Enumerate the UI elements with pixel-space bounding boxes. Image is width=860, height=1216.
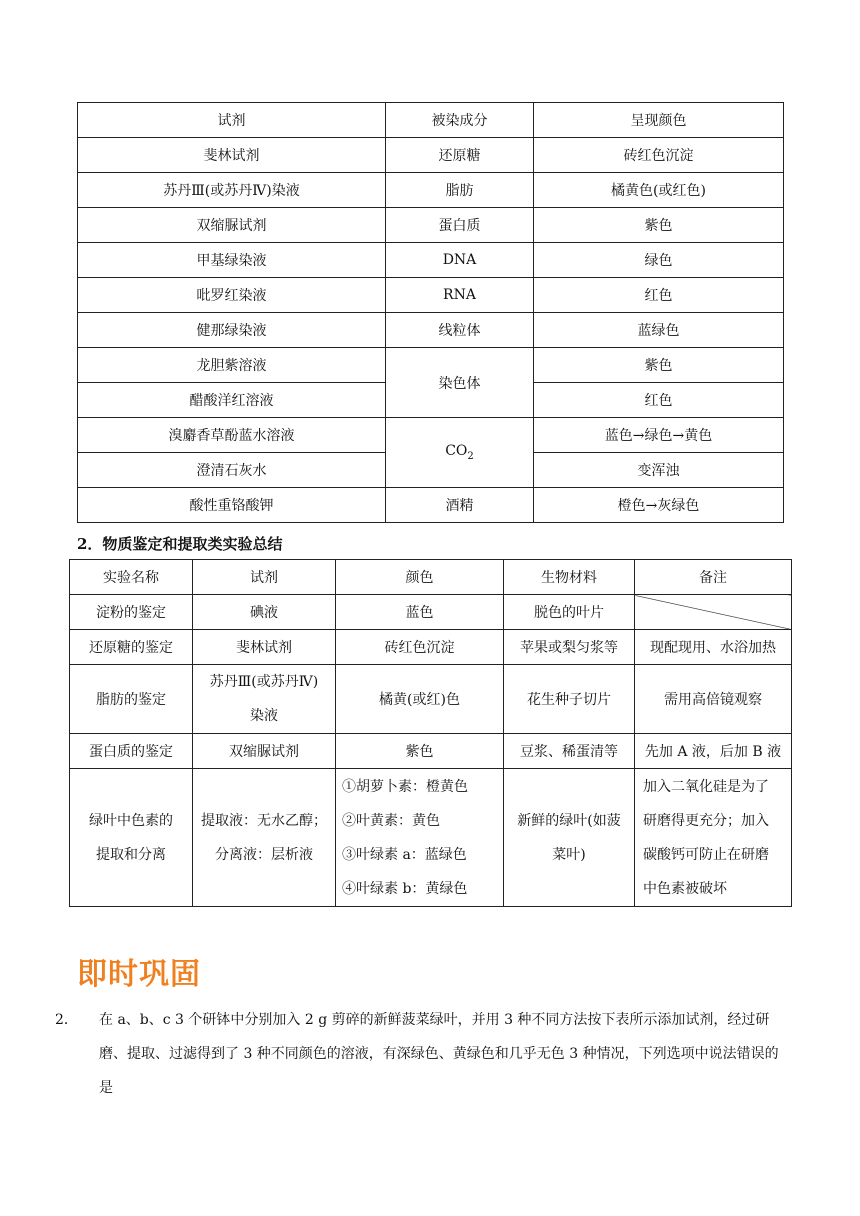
reagent-cell: 甲基绿染液 bbox=[78, 243, 386, 278]
reagent-line: 提取液：无水乙醇； bbox=[201, 812, 327, 829]
color-cell: 蓝色→绿色→黄色 bbox=[534, 418, 784, 453]
table-row bbox=[78, 243, 784, 278]
reagent-cell: 斐林试剂 bbox=[78, 138, 386, 173]
component-cell: 脂肪 bbox=[386, 173, 534, 208]
color-cell: 绿色 bbox=[534, 243, 784, 278]
component-cell bbox=[386, 418, 534, 488]
color-cell: 橘黄色(或红色) bbox=[534, 173, 784, 208]
identification-experiment-table bbox=[69, 559, 792, 907]
note-line: 碳酸钙可防止在研磨 bbox=[643, 846, 769, 863]
note-line: 研磨得更充分；加入 bbox=[643, 812, 769, 829]
header-note: 备注 bbox=[635, 560, 792, 595]
stain-reagent-table bbox=[77, 102, 784, 523]
material-line: 新鲜的绿叶(如菠 bbox=[517, 812, 621, 829]
table-header-row bbox=[78, 103, 784, 138]
name-line: 绿叶中色素的 bbox=[89, 812, 173, 829]
reagent-cell: 澄清石灰水 bbox=[78, 453, 386, 488]
color-cell: 变浑浊 bbox=[534, 453, 784, 488]
table-row bbox=[78, 138, 784, 173]
color-cell: 红色 bbox=[534, 278, 784, 313]
component-cell: 线粒体 bbox=[386, 313, 534, 348]
header-reagent: 试剂 bbox=[193, 560, 336, 595]
reagent-cell: 双缩脲试剂 bbox=[78, 208, 386, 243]
section-heading: 2．物质鉴定和提取类实验总结 bbox=[77, 535, 283, 553]
component-cell: 蛋白质 bbox=[386, 208, 534, 243]
instant-review-badge bbox=[77, 955, 212, 991]
table-row bbox=[78, 488, 784, 523]
pigment-item: ①胡萝卜素：橙黄色 bbox=[342, 778, 468, 795]
reagent-cell bbox=[193, 665, 336, 734]
reagent-cell: 醋酸洋红溶液 bbox=[78, 383, 386, 418]
component-cell: RNA bbox=[386, 278, 534, 313]
color-cell: 蓝绿色 bbox=[534, 313, 784, 348]
table-row bbox=[78, 348, 784, 383]
material-cell: 脱色的叶片 bbox=[504, 595, 635, 630]
question-text: 在 a、b、c 3 个研钵中分别加入 2 g 剪碎的新鲜菠菜绿叶，并用 3 种不同方法按下表所示添加试剂，经过研磨、提取、过滤得到了 3 种不同颜色的溶液，有深绿色、黄绿色和几乎无色 3 种情况，下列选项中说法错误的是 bbox=[99, 1012, 779, 1096]
experiment-name-cell: 淀粉的鉴定 bbox=[70, 595, 193, 630]
pigment-item: ②叶黄素：黄色 bbox=[342, 812, 440, 829]
experiment-name-cell: 还原糖的鉴定 bbox=[70, 630, 193, 665]
component-cell: DNA bbox=[386, 243, 534, 278]
note-cell: 需用高倍镜观察 bbox=[635, 665, 792, 734]
table-row bbox=[78, 278, 784, 313]
header-component: 被染成分 bbox=[386, 103, 534, 138]
header-experiment-name: 实验名称 bbox=[70, 560, 193, 595]
experiment-name-cell bbox=[70, 769, 193, 907]
reagent-cell: 酸性重铬酸钾 bbox=[78, 488, 386, 523]
reagent-cell: 吡罗红染液 bbox=[78, 278, 386, 313]
badge-text: 即时巩固 bbox=[77, 957, 201, 991]
material-cell: 豆浆、稀蛋清等 bbox=[504, 734, 635, 769]
table-row bbox=[78, 313, 784, 348]
note-cell-diagonal bbox=[635, 595, 792, 630]
color-cell: 红色 bbox=[534, 383, 784, 418]
reagent-cell: 溴麝香草酚蓝水溶液 bbox=[78, 418, 386, 453]
color-cell: 橘黄(或红)色 bbox=[336, 665, 504, 734]
note-cell: 现配现用、水浴加热 bbox=[635, 630, 792, 665]
table-row bbox=[70, 665, 792, 734]
color-cell bbox=[336, 769, 504, 907]
reagent-line: 苏丹Ⅲ(或苏丹Ⅳ) bbox=[209, 674, 319, 690]
reagent-cell: 斐林试剂 bbox=[193, 630, 336, 665]
reagent-cell: 健那绿染液 bbox=[78, 313, 386, 348]
co2-subscript: 2 bbox=[467, 450, 474, 462]
color-cell: 砖红色沉淀 bbox=[534, 138, 784, 173]
table-row bbox=[70, 734, 792, 769]
header-color: 呈现颜色 bbox=[534, 103, 784, 138]
color-cell: 紫色 bbox=[534, 348, 784, 383]
material-cell: 花生种子切片 bbox=[504, 665, 635, 734]
pigment-item: ④叶绿素 b：黄绿色 bbox=[342, 880, 468, 897]
component-cell: 染色体 bbox=[386, 348, 534, 418]
component-cell: 还原糖 bbox=[386, 138, 534, 173]
reagent-cell: 龙胆紫溶液 bbox=[78, 348, 386, 383]
reagent-cell: 双缩脲试剂 bbox=[193, 734, 336, 769]
table-row bbox=[70, 769, 792, 907]
note-cell bbox=[635, 769, 792, 907]
reagent-cell: 碘液 bbox=[193, 595, 336, 630]
experiment-name-cell: 脂肪的鉴定 bbox=[70, 665, 193, 734]
color-cell: 橙色→灰绿色 bbox=[534, 488, 784, 523]
material-cell: 苹果或梨匀浆等 bbox=[504, 630, 635, 665]
reagent-cell: 苏丹Ⅲ(或苏丹Ⅳ)染液 bbox=[78, 173, 386, 208]
note-line: 加入二氧化硅是为了 bbox=[643, 778, 769, 795]
note-line: 中色素被破坏 bbox=[643, 880, 727, 897]
reagent-line: 分离液：层析液 bbox=[215, 846, 313, 863]
table-row bbox=[70, 595, 792, 630]
material-line: 菜叶) bbox=[552, 846, 586, 863]
material-cell bbox=[504, 769, 635, 907]
table-header-row bbox=[70, 560, 792, 595]
question-block bbox=[55, 1003, 792, 1105]
header-color: 颜色 bbox=[336, 560, 504, 595]
reagent-cell bbox=[193, 769, 336, 907]
note-cell: 先加 A 液，后加 B 液 bbox=[635, 734, 792, 769]
question-number: 2． bbox=[55, 1012, 78, 1028]
experiment-name-cell: 蛋白质的鉴定 bbox=[70, 734, 193, 769]
color-cell: 砖红色沉淀 bbox=[336, 630, 504, 665]
color-cell: 紫色 bbox=[336, 734, 504, 769]
table-row bbox=[78, 173, 784, 208]
name-line: 提取和分离 bbox=[96, 846, 166, 863]
co2-main: CO bbox=[445, 443, 468, 460]
pigment-item: ③叶绿素 a：蓝绿色 bbox=[342, 846, 467, 863]
reagent-line: 染液 bbox=[250, 708, 278, 724]
table-row bbox=[70, 630, 792, 665]
header-material: 生物材料 bbox=[504, 560, 635, 595]
header-reagent: 试剂 bbox=[78, 103, 386, 138]
table-row bbox=[78, 208, 784, 243]
question-body bbox=[55, 1003, 792, 1105]
color-cell: 紫色 bbox=[534, 208, 784, 243]
table-row bbox=[78, 418, 784, 453]
component-cell: 酒精 bbox=[386, 488, 534, 523]
color-cell: 蓝色 bbox=[336, 595, 504, 630]
